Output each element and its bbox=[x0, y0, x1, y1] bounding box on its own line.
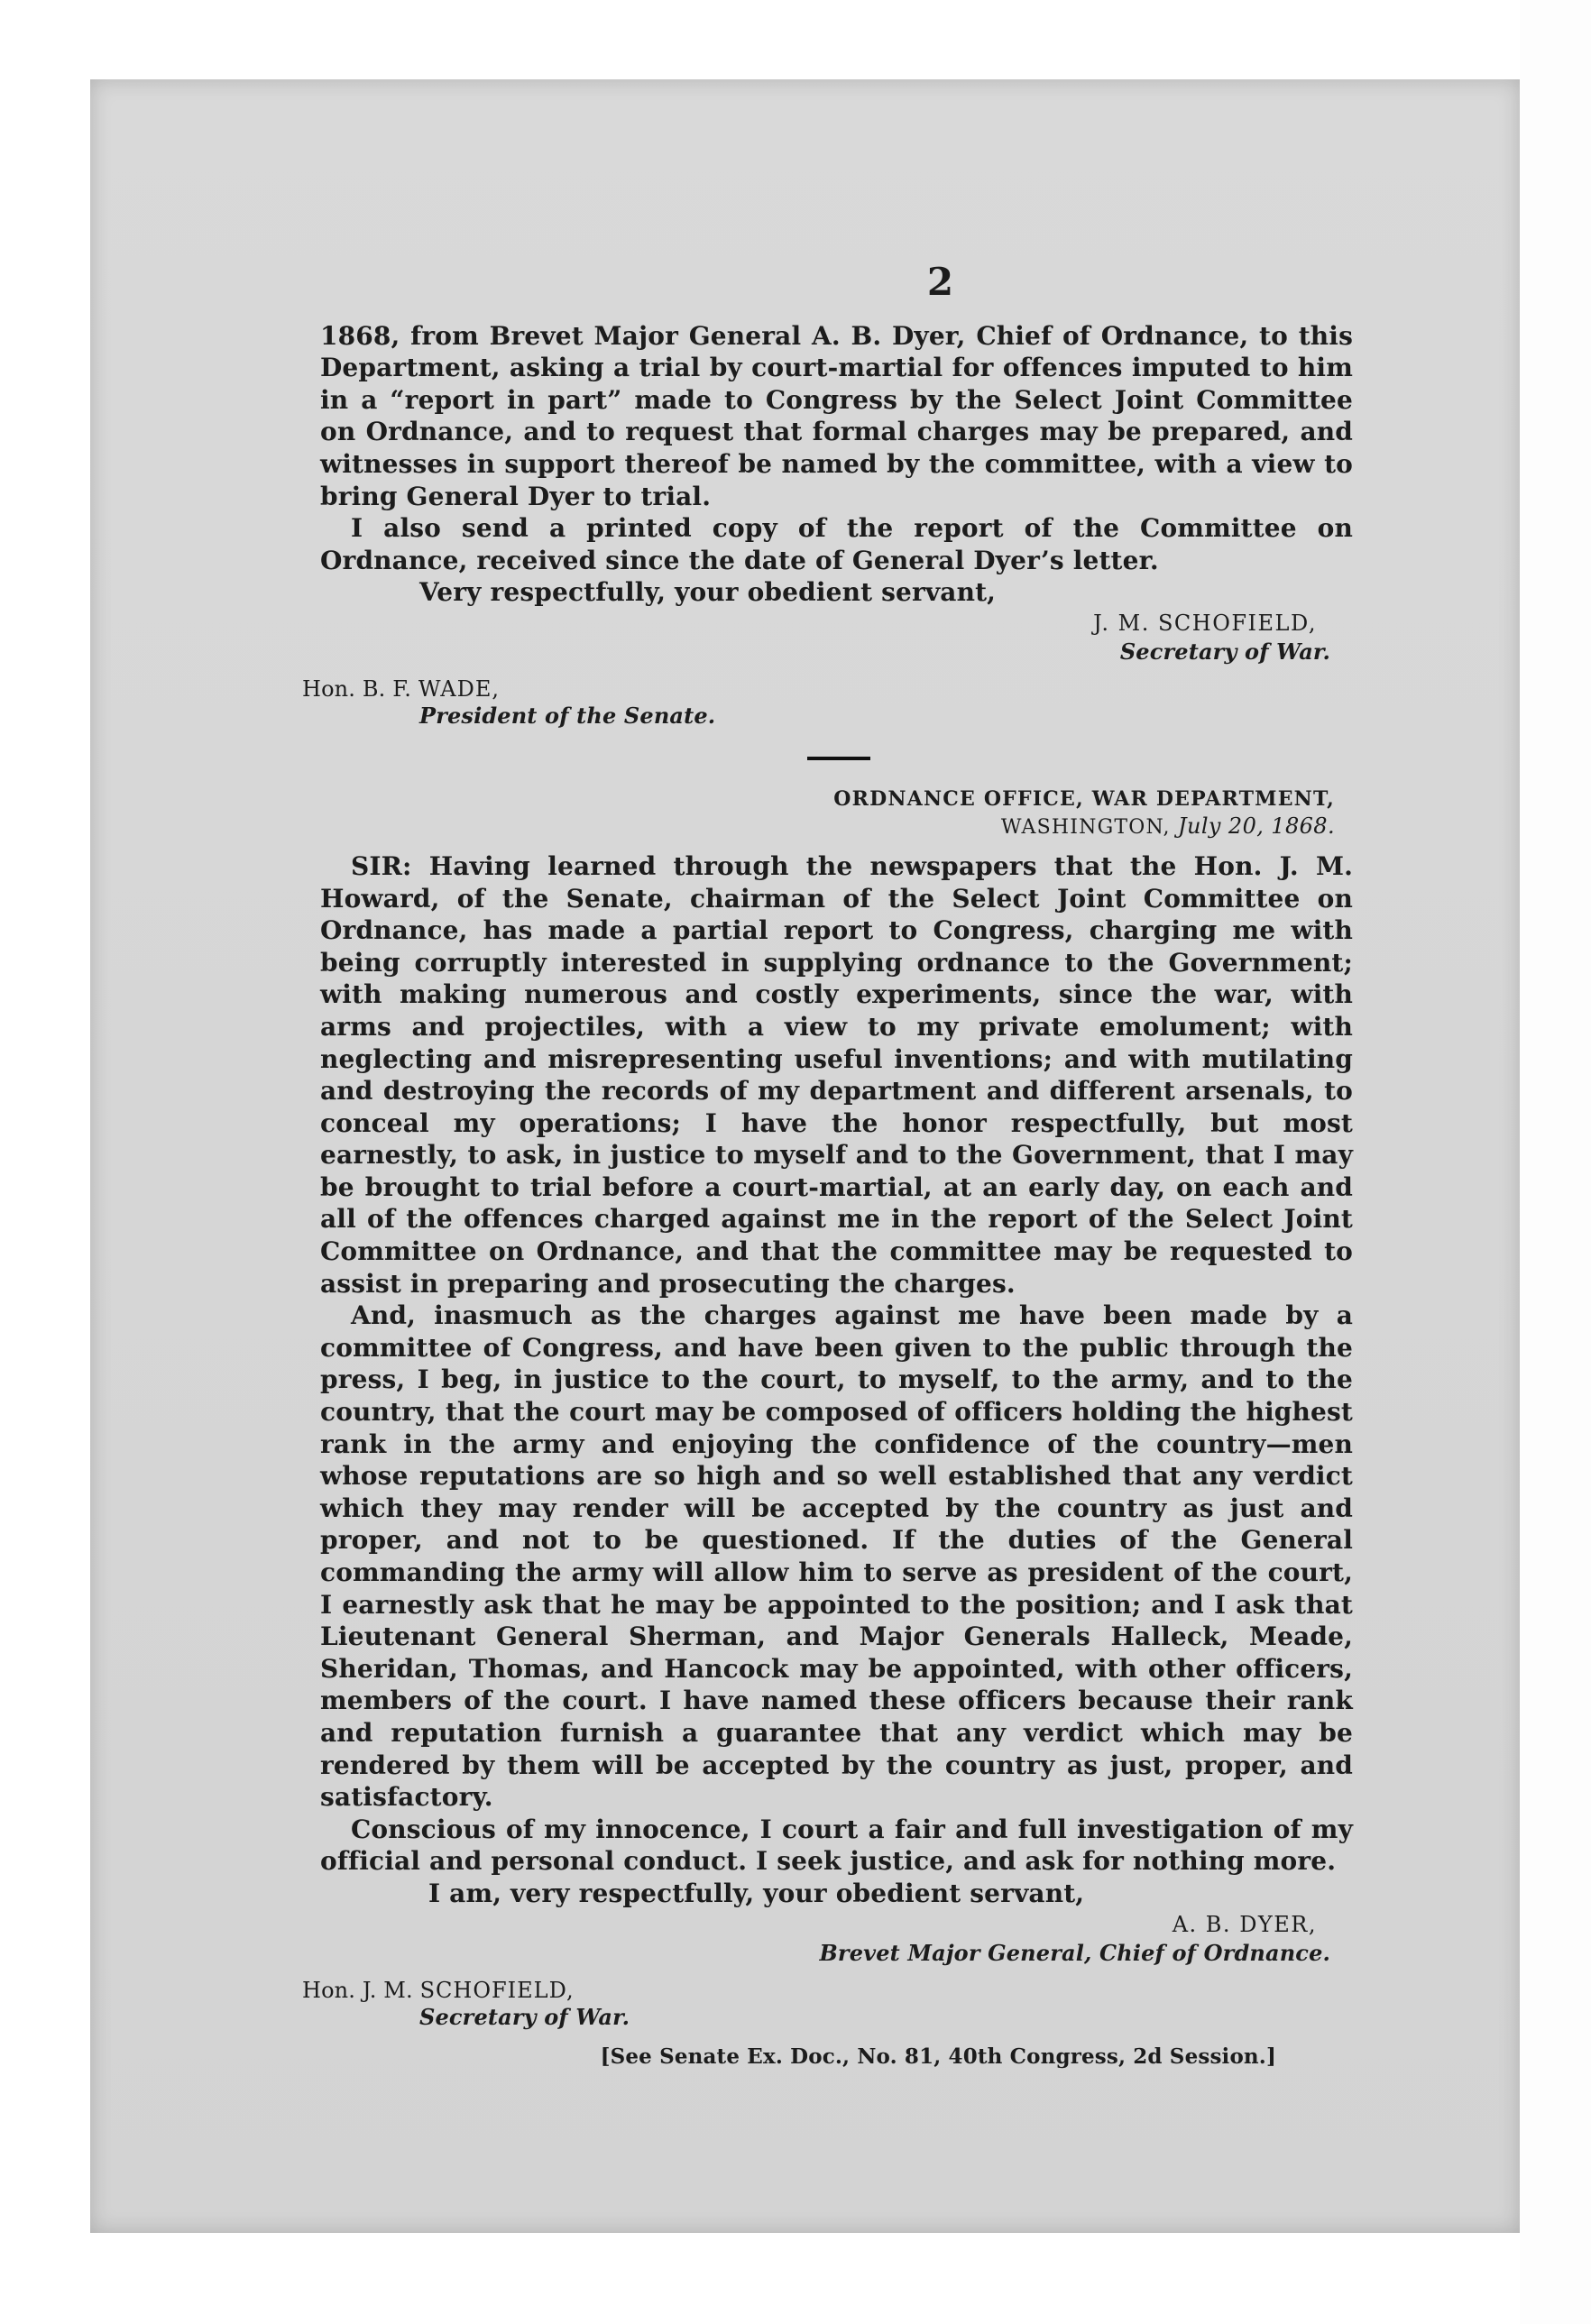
addressee-2-name: SCHOFIELD, bbox=[419, 1977, 575, 2003]
addressee-1-title: President of the Senate. bbox=[419, 702, 716, 729]
addressee-2-title: Secretary of War. bbox=[419, 2003, 630, 2030]
section-divider bbox=[807, 757, 870, 760]
dateline-place-date bbox=[320, 813, 1353, 841]
signer-1-title: Secretary of War. bbox=[1119, 638, 1330, 665]
letter-closing: I am, very respectfully, your obedient servant, bbox=[428, 1878, 1085, 1908]
letter-paragraph-1: SIR: Having learned through the newspapers that the Hon. J. M. Howard, of the Senate, chairman of the Select Joint Committee on Ordnance, has made a partial report to Congress, charging me with being corruptly interested in supplying ordnance to the Government; with making numerous and costly experiments, since the war, with arms and projectiles, with a view to my private emolument; with neglecting and misrepresenting useful inventions; and with mutilating and destroying the records of my department and different arsenals, to conceal my operations; I have the honor respectfully, but most earnestly, to ask, in justice to myself and to the Government, that I may be brought to trial before a court-martial, at an early day, on each and all of the offences charged against me in the report of the Select Joint Committee on Ordnance, and that the committee may be requested to assist in preparing and prosecuting the charges. bbox=[320, 850, 1353, 1299]
signer-2-title: Brevet Major General, Chief of Ordnance. bbox=[819, 1939, 1330, 1966]
scan-border bbox=[1520, 0, 1591, 2324]
addressee-1-name: WADE, bbox=[418, 675, 501, 702]
cover-letter-paragraph-1: 1868, from Brevet Major General A. B. Dyer, Chief of Ordnance, to this Department, asking a trial by court-martial for offences imputed to him in a “report in part” made to Congress by the Select Joint Committee on Ordnance, and to request that formal charges may be prepared, and witnesses in support thereof be named by the committee, with a view to bring General Dyer to trial. bbox=[320, 320, 1353, 511]
letter-paragraph-3: Conscious of my innocence, I court a fair and full investigation of my official and personal conduct. I seek justice, and ask for nothing more. bbox=[320, 1814, 1353, 1877]
addressee-2 bbox=[302, 1977, 1353, 2004]
source-reference: [See Senate Ex. Doc., No. 81, 40th Congress, 2d Session.] bbox=[600, 2044, 1276, 2069]
page-number: 2 bbox=[926, 260, 954, 304]
dateline-date: July 20, 1868. bbox=[1177, 813, 1335, 839]
cover-letter-closing: Very respectfully, your obedient servant, bbox=[419, 577, 997, 608]
addressee-1-prefix: Hon. B. F. bbox=[302, 675, 418, 702]
cover-letter-paragraph-2: I also send a printed copy of the report of the Committee on Ordnance, received since the date of General Dyer’s letter. bbox=[320, 513, 1353, 575]
dateline-office: ORDNANCE OFFICE, WAR DEPARTMENT, bbox=[833, 786, 1335, 811]
document-content bbox=[302, 260, 1353, 2071]
signer-2-name: A. B. DYER, bbox=[1172, 1911, 1317, 1937]
dateline-city: WASHINGTON, bbox=[1000, 815, 1171, 839]
letter-paragraph-2: And, inasmuch as the charges against me have been made by a committee of Congress, and have been given to the public through the press, I beg, in justice to the court, to myself, to the army, and to the country, that the court may be composed of officers holding the highest rank in the army and enjoying the confidence of the country—men whose reputations are so high and so well established that any verdict which they may render will be accepted by the country as just and proper, and not to be questioned. If the duties of the General commanding the army will allow him to serve as president of the court, I earnestly ask that he may be appointed to the position; and I ask that Lieutenant General Sherman, and Major Generals Halleck, Meade, Sheridan, Thomas, and Hancock may be appointed, with other officers, members of the court. I have named these officers because their rank and reputation furnish a guarantee that any verdict which may be rendered by them will be accepted by the country as just, proper, and satisfactory. bbox=[320, 1300, 1353, 1813]
addressee-1 bbox=[302, 675, 1353, 703]
signer-1-name: J. M. SCHOFIELD, bbox=[1093, 610, 1317, 636]
addressee-2-prefix: Hon. J. M. bbox=[302, 1977, 420, 2003]
